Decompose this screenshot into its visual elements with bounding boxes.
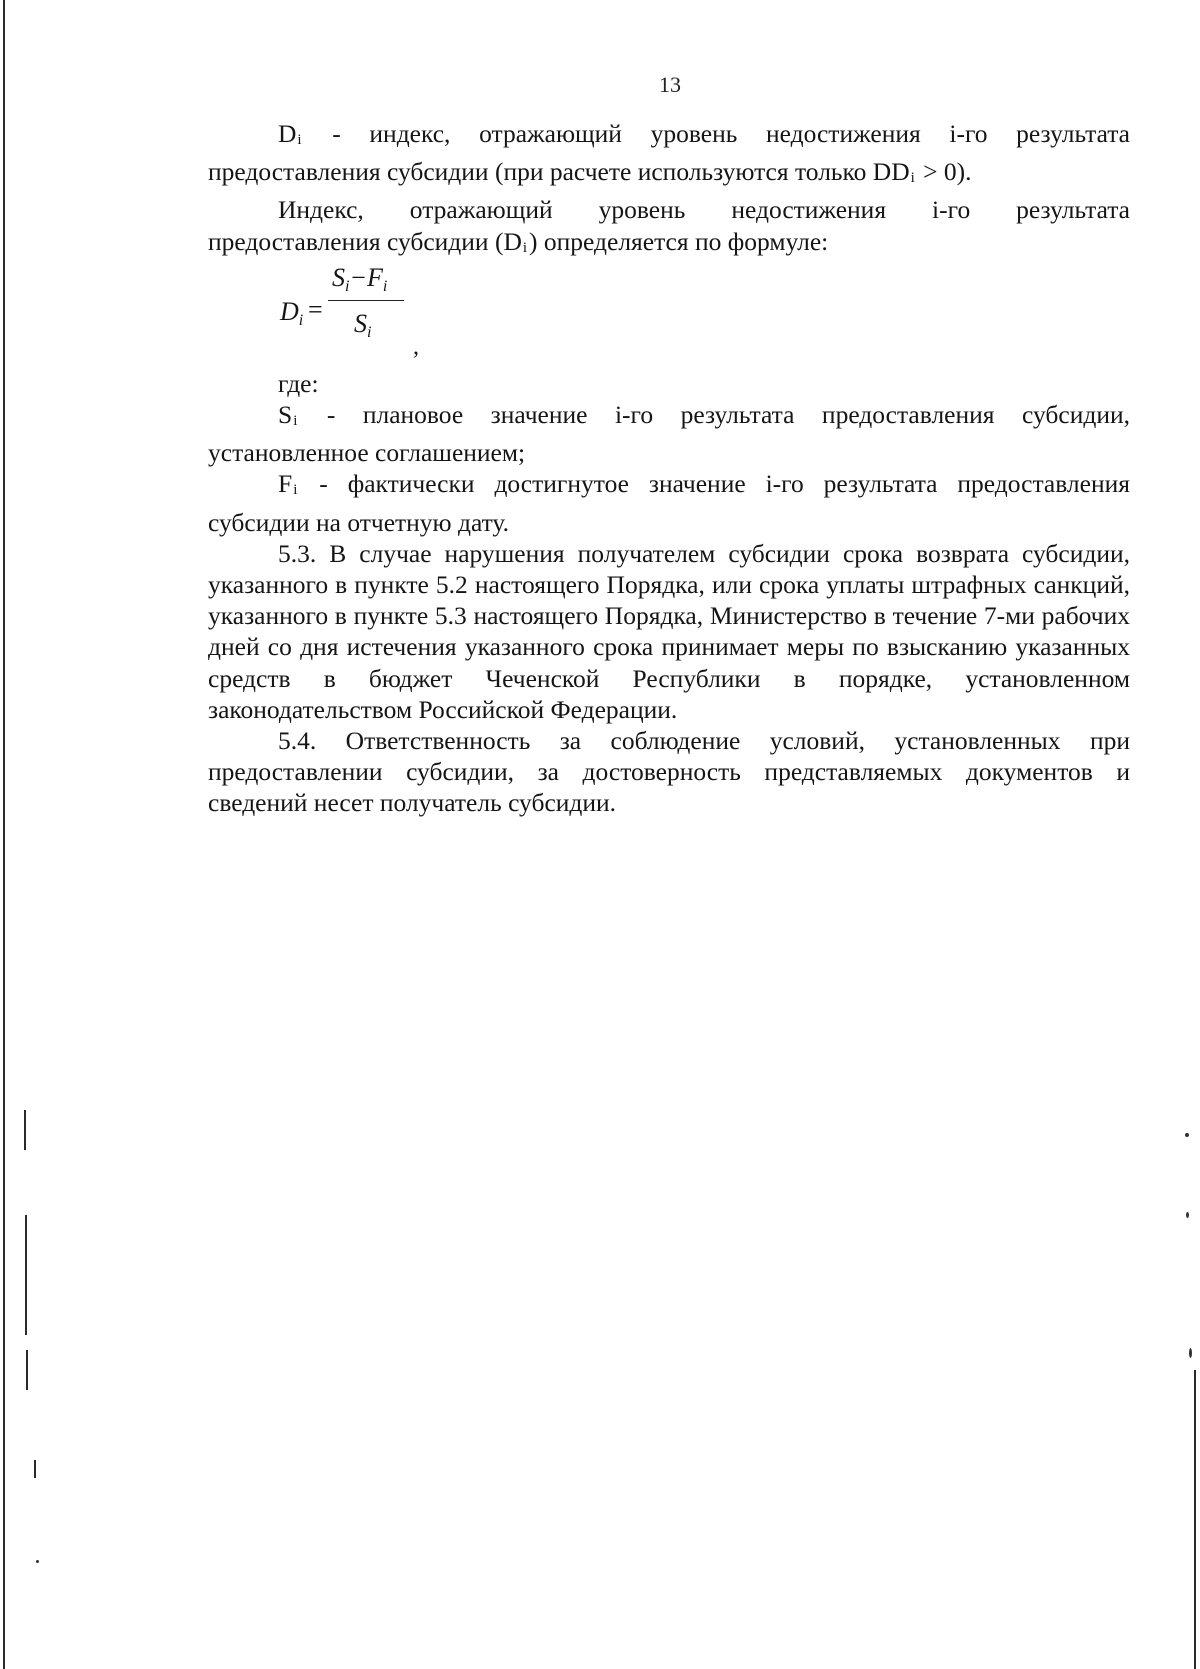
scan-left-mark xyxy=(25,1215,27,1335)
s-definition-text: - плановое значение i-го результата предоставления субсидии, установленное соглашением; xyxy=(208,400,1130,468)
scan-left-mark xyxy=(34,1460,36,1478)
f-label: F xyxy=(278,469,293,499)
s-subscript: i xyxy=(293,413,298,430)
formula-minus: − xyxy=(349,262,367,292)
d-subscript: i xyxy=(297,132,302,148)
formula-fraction-bar xyxy=(328,300,404,302)
s-definition xyxy=(208,399,1130,468)
formula-num-f-subscript: i xyxy=(382,277,388,295)
d-definition xyxy=(208,118,1130,194)
formula-denominator xyxy=(354,308,371,348)
document-body xyxy=(208,118,1130,819)
formula-den-subscript: i xyxy=(367,323,372,341)
scan-left-edge xyxy=(3,0,5,1669)
formula-num-f: F xyxy=(367,262,383,292)
paragraph-5-4: 5.4. Ответственность за соблюдение условий, установленных при предоставлении субсидии, за достоверность представляемых документов и сведений несет получатель субсидии. xyxy=(208,726,1130,818)
formula-comma: , xyxy=(413,333,419,360)
d-definition-end: > 0). xyxy=(916,157,972,187)
index-line-1: Индекс, отражающий уровень недостижения i-го результата xyxy=(278,195,1130,225)
scan-right-edge xyxy=(1194,1370,1196,1669)
formula-num-s: S xyxy=(332,262,345,292)
scan-speck xyxy=(1189,1348,1192,1358)
scan-speck xyxy=(36,1560,39,1563)
index-line-2-end: ) определяется по формуле: xyxy=(529,226,829,256)
d-subscript-inline: i xyxy=(910,170,915,187)
formula-lhs xyxy=(280,296,303,336)
scan-speck xyxy=(1186,1212,1189,1218)
scan-left-mark xyxy=(24,1110,26,1150)
index-line-2-text: предоставления субсидии (D xyxy=(208,226,522,256)
index-line-2 xyxy=(208,226,1130,264)
formula-den-s: S xyxy=(354,308,367,338)
formula-lhs-subscript: i xyxy=(298,311,304,329)
f-definition-text: - фактически достигнутое значение i-го результата предоставления субсидии на отчетную дату. xyxy=(208,469,1130,537)
f-subscript: i xyxy=(293,482,298,499)
where-label: где: xyxy=(278,368,319,398)
formula-equals: = xyxy=(308,294,323,324)
index-subscript: i xyxy=(522,239,528,256)
formula-lhs-symbol: D xyxy=(280,296,299,326)
s-label: S xyxy=(278,400,293,430)
formula-num-s-subscript: i xyxy=(345,277,350,295)
scan-speck xyxy=(1185,1133,1189,1137)
d-label-inline: D xyxy=(891,157,910,187)
page-number: 13 xyxy=(659,72,681,97)
f-definition xyxy=(208,468,1130,537)
formula-numerator xyxy=(332,262,387,302)
scan-left-mark xyxy=(26,1350,28,1390)
formula xyxy=(208,262,1130,368)
paragraph-5-3: 5.3. В случае нарушения получателем субсидии срока возврата субсидии, указанного в пункте 5.2 настоящего Порядка, или срока уплаты штрафных санкций, указанного в пункте 5.3 настоящего Порядка, Министерство в течение 7-ми рабочих дней со дня истечения указанного срока принимает меры по взысканию указанных средств в бюджет Чеченской Республики в порядке, установленном законодательством Российской Федерации. xyxy=(208,538,1130,724)
d-label: D xyxy=(278,119,297,148)
d-definition-text: - индекс, отражающий уровень недостижения i-го результата предоставления субсидии (при расчете используются только D xyxy=(208,119,1130,187)
